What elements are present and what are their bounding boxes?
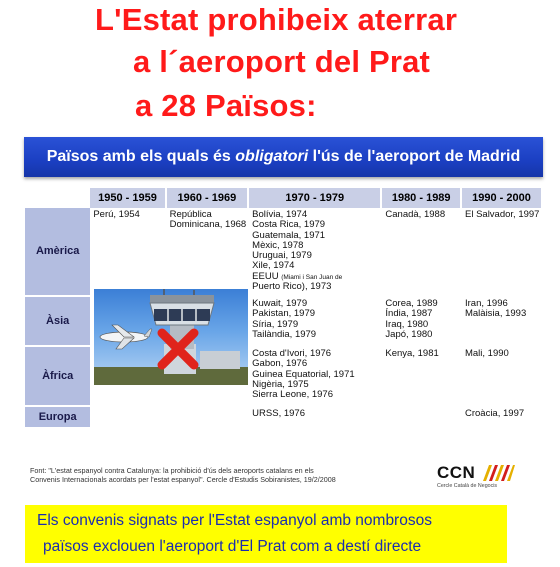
country: Nigèria, 1975 — [252, 378, 309, 390]
country: Tailàndia, 1979 — [252, 328, 317, 340]
title-line-3: a 28 Països: — [135, 88, 317, 123]
cell-europa-1950 — [90, 407, 166, 429]
region-america: Amèrica — [25, 208, 90, 297]
note-line-1: Els convenis signats per l'Estat espanyol amb nombrosos — [37, 512, 432, 529]
country: Japó, 1980 — [385, 328, 433, 340]
country: Malàisia, 1993 — [464, 308, 527, 320]
row-america — [25, 208, 543, 297]
country: Costa Rica, 1979 — [252, 219, 326, 231]
country: Kenya, 1981 — [385, 348, 439, 359]
source-line-1: Font: "L'estat espanyol contra Catalunya: la prohibició d'ús dels aeroports catalans en els — [30, 466, 314, 475]
cell-europa-1970 — [249, 407, 382, 429]
cell-asia-1990 — [462, 297, 543, 347]
country-note: (Miami i San Juan de — [281, 273, 343, 281]
banner-prefix: Països amb els quals és — [46, 148, 236, 165]
cell-europa-1990 — [462, 407, 543, 429]
title-line-1: L'Estat prohibeix aterrar — [95, 2, 458, 37]
country: URSS, 1976 — [252, 408, 305, 419]
cell-europa-1960 — [167, 407, 250, 429]
cell-asia-1980 — [382, 297, 462, 347]
cell-america-1950 — [90, 208, 166, 297]
country: Iran, 1996 — [464, 298, 508, 309]
flag-stripes-icon — [479, 465, 515, 481]
country: Gabon, 1976 — [252, 358, 308, 370]
country: Pakistan, 1979 — [252, 308, 316, 320]
country: Croàcia, 1997 — [464, 408, 525, 419]
country: Corea, 1989 — [385, 298, 438, 309]
country: Bolívia, 1974 — [252, 209, 308, 220]
region-europa: Europa — [25, 407, 90, 429]
country: Uruguai, 1979 — [252, 250, 312, 262]
row-europa — [25, 407, 543, 429]
table-banner — [24, 137, 543, 177]
cell-america-1980 — [382, 208, 462, 297]
header-1950: 1950 - 1959 — [90, 188, 166, 208]
country: El Salvador, 1997 — [464, 209, 540, 220]
logo-subtitle: Cercle Català de Negocis — [437, 483, 498, 489]
country: Dominicana, 1968 — [169, 219, 247, 231]
country: República — [169, 209, 212, 220]
banner-emphasis: obligatori — [235, 148, 309, 165]
cell-europa-1980 — [382, 407, 462, 429]
header-1960: 1960 - 1969 — [167, 188, 250, 208]
cell-america-1990 — [462, 208, 543, 297]
header-row — [25, 188, 543, 208]
country-note-end: Puerto Rico), 1973 — [252, 281, 332, 293]
banner-suffix: l'ús de l'aeroport de Madrid — [308, 148, 521, 165]
country: Iraq, 1980 — [385, 318, 429, 330]
source-line-2: Convenis Internacionals acordats per l'estat espanyol". Cercle d'Estudis Sobiranistes, 19/2/2008 — [30, 475, 336, 485]
logo-name: CCN — [437, 463, 476, 482]
country: Mèxic, 1978 — [252, 239, 304, 251]
airport-control-tower-crossed-icon — [94, 289, 248, 385]
country: EEUU — [252, 270, 279, 282]
country: Xile, 1974 — [252, 260, 295, 272]
header-1990: 1990 - 2000 — [462, 188, 543, 208]
note-line-2: països exclouen l'aeroport d'El Prat com a destí directe — [43, 538, 422, 555]
header-1970: 1970 - 1979 — [249, 188, 382, 208]
country: Sierra Leone, 1976 — [252, 389, 333, 401]
source-note — [30, 466, 390, 485]
region-africa: Àfrica — [25, 347, 90, 407]
country: Índia, 1987 — [385, 308, 433, 320]
title-line-2: a l´aeroport del Prat — [133, 44, 431, 79]
region-asia: Àsia — [25, 297, 90, 347]
cell-africa-1970 — [249, 347, 382, 407]
country: Perú, 1954 — [93, 209, 140, 220]
cell-africa-1990 — [462, 347, 543, 407]
ccn-logo — [437, 463, 517, 491]
cell-africa-1980 — [382, 347, 462, 407]
country: Síria, 1979 — [252, 318, 299, 330]
header-1980: 1980 - 1989 — [382, 188, 462, 208]
country: Mali, 1990 — [464, 348, 509, 359]
country: Kuwait, 1979 — [252, 298, 308, 309]
country: Costa d'Ivori, 1976 — [252, 348, 332, 359]
header-corner — [25, 188, 90, 208]
country: Guatemala, 1971 — [252, 229, 326, 241]
cell-asia-1970 — [249, 297, 382, 347]
cell-america-1960 — [167, 208, 250, 297]
country: Guinea Equatorial, 1971 — [252, 368, 355, 380]
country: Canadà, 1988 — [385, 209, 446, 220]
cell-america-1970 — [249, 208, 382, 297]
summary-note — [25, 505, 507, 563]
